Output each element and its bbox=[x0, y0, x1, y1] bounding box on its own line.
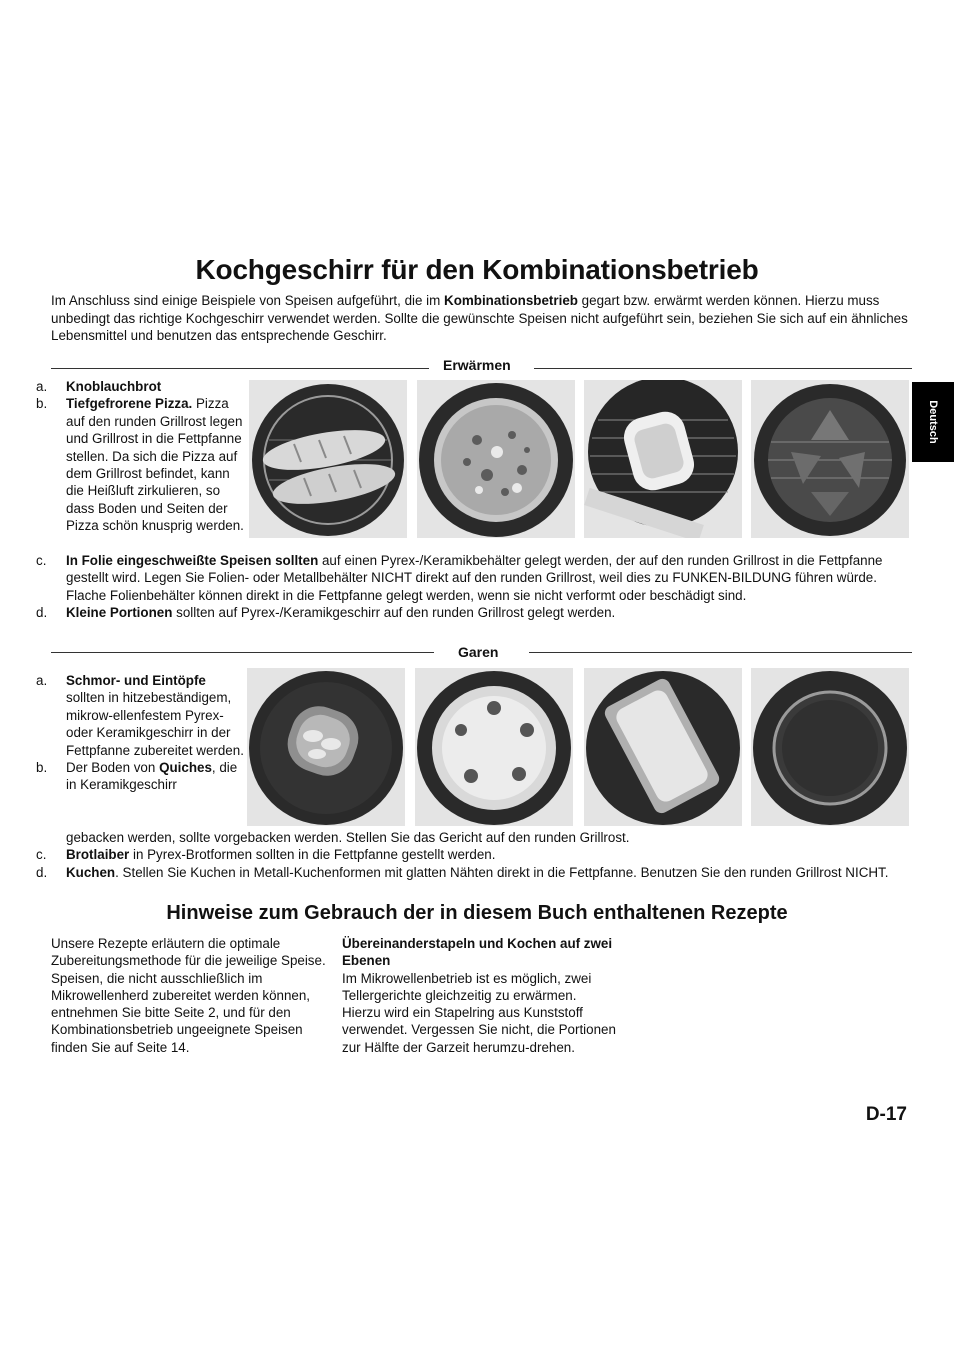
hinweise-column-2 bbox=[342, 935, 617, 1056]
photo-bread-loaf bbox=[584, 668, 742, 826]
photo-garlic-bread bbox=[249, 380, 407, 538]
list-item: b. Der Boden von Quiches, die in Keramikgeschirr bbox=[36, 760, 238, 793]
divider-right bbox=[534, 368, 912, 369]
page-title: Kochgeschirr für den Kombinationsbetrieb bbox=[195, 254, 759, 285]
photo-casserole bbox=[247, 668, 405, 826]
garen-items-cd bbox=[36, 829, 913, 881]
list-item: a. Knoblauchbrot bbox=[36, 379, 162, 394]
divider-left bbox=[51, 368, 429, 369]
hinweise-column-1: Unsere Rezepte erläutern die optimale Zubereitungsmethode für die jeweilige Speise. Speisen, die nicht ausschließlich im Mikrowellenherd zubereitet werden können, entnehmen Sie bitte Seite 2, und für den Kombinationsbetrieb ungeeignete Speisen finden Sie auf Seite 14. bbox=[51, 936, 326, 1055]
photo-cake-tin bbox=[751, 668, 909, 826]
section-heading-hinweise: Hinweise zum Gebrauch der in diesem Buch enthaltenen Rezepte bbox=[166, 902, 788, 924]
erwaermen-items-cd bbox=[36, 552, 913, 622]
section-heading-erwaermen: Erwärmen bbox=[443, 357, 511, 373]
language-tab-label: Deutsch bbox=[927, 400, 939, 444]
erwaermen-items-ab bbox=[36, 378, 246, 535]
page-number: D-17 bbox=[865, 1104, 907, 1125]
photo-quiche bbox=[415, 668, 573, 826]
section-heading-garen: Garen bbox=[458, 644, 499, 660]
list-item: d. Kuchen. Stellen Sie Kuchen in Metall-Kuchenformen mit glatten Nähten direkt in die Fettpfanne. Benutzen Sie den runden Grillrost NICHT. bbox=[36, 864, 889, 880]
photo-small-portions bbox=[751, 380, 909, 538]
intro-text-1: Im Anschluss sind einige Beispiele von Speisen aufgeführt, die im bbox=[51, 293, 445, 308]
list-item: d. Kleine Portionen sollten auf Pyrex-/Keramikgeschirr auf den runden Grillrost gelegt werden. bbox=[36, 605, 616, 621]
garen-items-ab bbox=[36, 672, 246, 794]
divider-left bbox=[51, 652, 434, 653]
list-item: c. In Folie eingeschweißte Speisen sollten auf einen Pyrex-/Keramikbehälter gelegt werden, der auf den runden Grillrost in die Fettpfanne gestellt wird. Legen Sie Folien- oder Metallbehälter NICHT direkt auf den runden Grillrost, weil dies zu FUNKEN-BILDUNG führen würde. Flache Folienbehälter können direkt in die Fettpfanne gelegt werden, wenn sie nicht verformt oder beschädigt sind. bbox=[36, 553, 883, 603]
list-item-continuation: gebacken werden, sollte vorgebacken werden. Stellen Sie das Gericht auf den runden Grillrost. bbox=[66, 830, 630, 845]
list-item: a. Schmor- und Eintöpfe sollten in hitzebeständigem, mikrow-ellenfestem Pyrex- oder Keramikgeschirr in der Fettpfanne zubereitet werden. bbox=[36, 673, 244, 758]
intro-bold: Kombinationsbetrieb bbox=[444, 293, 578, 308]
language-tab bbox=[912, 382, 954, 462]
list-item: b. Tiefgefrorene Pizza. Pizza auf den runden Grillrost legen und Grillrost in die Fettpfanne stellen. Da sich die Pizza auf dem Grillrost befindet, kann die Heißluft zirkulieren, so dass Boden und Seiten der Pizza schön knusprig werden. bbox=[36, 396, 244, 534]
photo-foil-dish bbox=[584, 380, 742, 538]
list-item: c. Brotlaiber in Pyrex-Brotformen sollten in die Fettpfanne gestellt werden. bbox=[36, 847, 496, 863]
intro-text-2: gegart bzw. erwärmt werden können. Hierzu muss unbedingt das richtige Kochgeschirr verwendet werden. Sollte die gewünschte Speisen nicht aufgeführt sein, beziehen Sie sich auf ein ähnliches Lebensmittel und benutzen das entsprechende Geschirr. bbox=[51, 293, 908, 343]
divider-right bbox=[529, 652, 912, 653]
hinweise-subheading: Übereinanderstapeln und Kochen auf zwei Ebenen bbox=[342, 936, 613, 969]
intro-paragraph bbox=[51, 292, 913, 345]
photo-frozen-pizza bbox=[417, 380, 575, 538]
hinweise-column-2-text: Im Mikrowellenbetrieb ist es möglich, zwei Tellergerichte gleichzeitig zu erwärmen. Hierzu wird ein Stapelring aus Kunststoff verwendet. Vergessen Sie nicht, die Portionen zur Hälfte der Garzeit herumzu-drehen. bbox=[342, 970, 616, 1055]
